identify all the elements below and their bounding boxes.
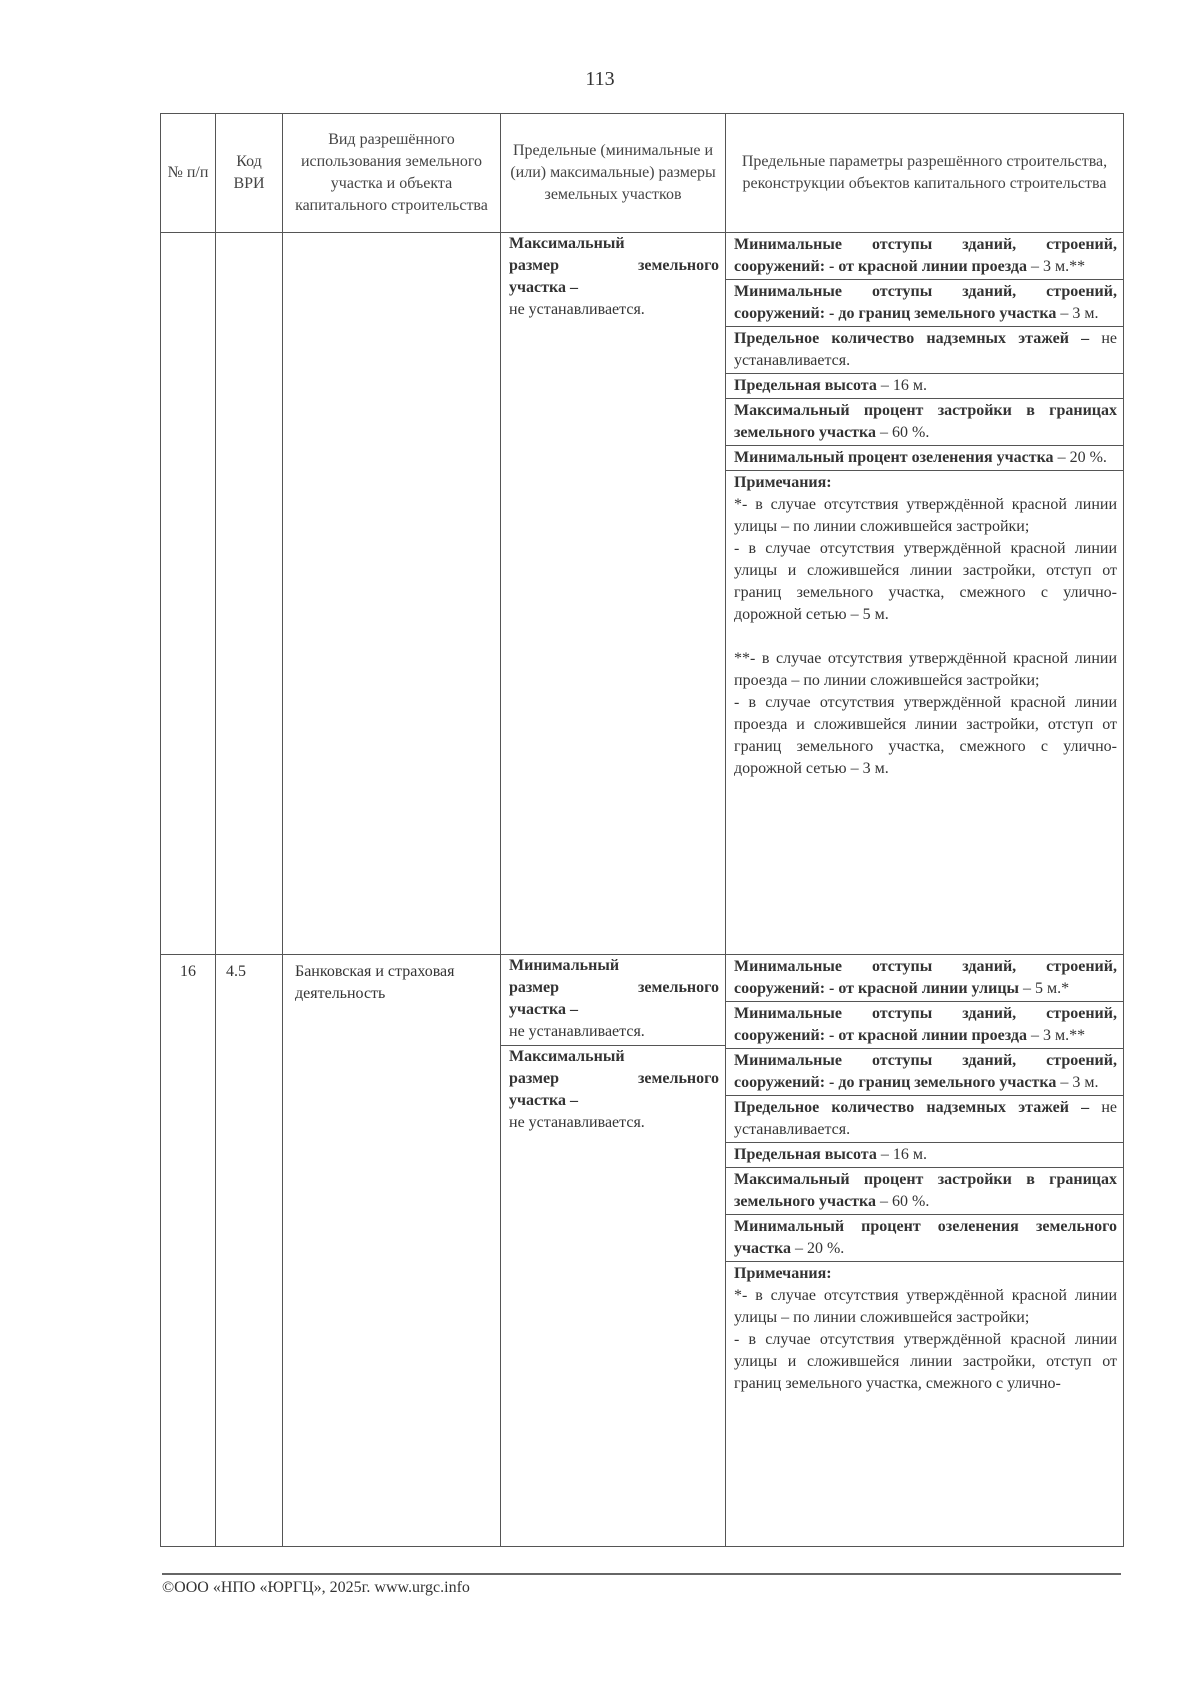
param-label: Минимальные отступы зданий, строений, сооружений: - от красной линии улицы [734,958,1117,997]
param-value: – 3 м.** [1027,258,1086,275]
land-use-table [160,113,1124,1547]
size-value: не устанавливается. [509,301,645,318]
header-name: Вид разрешённого использования земельного участка и объекта капитального строительства [283,114,501,233]
size-label-line: участка – [509,1001,578,1018]
min-size-block [501,955,725,1045]
param-item [726,1002,1123,1049]
note-text: **- в случае отсутствия утверждённой красной линии проезда – по линии сложившейся застройки; [734,650,1117,689]
cell-params [726,233,1124,955]
param-item [726,233,1123,280]
param-item [726,280,1123,327]
param-item [726,1143,1123,1168]
param-label: Предельная высота [734,377,877,394]
param-label: Минимальные отступы зданий, строений, сооружений: - до границ земельного участка [734,1052,1117,1091]
table-header-row [161,114,1124,233]
table-row [161,233,1124,955]
param-item [726,399,1123,446]
size-label-line: Максимальный [509,235,625,252]
param-label: Максимальный процент застройки в границах земельного участка [734,402,1117,441]
note-text: - в случае отсутствия утверждённой красной линии проезда и сложившейся линии застройки, отступ от границ земельного участка, смежного с улично-дорожной сетью – 3 м. [734,694,1117,777]
param-value: – 3 м. [1056,305,1099,322]
param-item [726,374,1123,399]
param-label: Предельная высота [734,1146,877,1163]
param-label: Минимальный процент озеленения земельного участка [734,1218,1117,1257]
size-label-line: участка – [509,1092,578,1109]
param-label: Максимальный процент застройки в границах земельного участка [734,1171,1117,1210]
size-label-line: Минимальный [509,957,620,974]
param-label: Минимальные отступы зданий, строений, сооружений: - до границ земельного участка [734,283,1117,322]
header-params: Предельные параметры разрешённого строительства, реконструкции объектов капитального строительства [726,114,1124,233]
param-value: – 60 %. [876,1193,930,1210]
param-value: – 60 %. [876,424,930,441]
param-label: Минимальные отступы зданий, строений, сооружений: - от красной линии проезда [734,236,1117,275]
param-item [726,1096,1123,1143]
param-item [726,955,1123,1002]
param-label: Предельное количество надземных этажей – [734,330,1090,347]
param-value: не устанавливается. [734,330,1117,369]
page-number: 113 [585,68,615,90]
max-size-block [501,1045,725,1136]
header-num: № п/п [161,114,216,233]
size-value: не устанавливается. [509,1023,645,1040]
cell-code: 4.5 [216,955,283,1547]
size-label-line: размер земельного [509,1070,719,1087]
param-item [726,1049,1123,1096]
note-text: - в случае отсутствия утверждённой красной линии улицы и сложившейся линии застройки, отступ от границ земельного участка, смежного с улично- [734,1331,1117,1392]
note-text: *- в случае отсутствия утверждённой красной линии улицы – по линии сложившейся застройки; [734,496,1117,535]
size-label-line: размер земельного [509,257,719,274]
cell-num [161,233,216,955]
size-label-line: размер земельного [509,979,719,996]
footer-divider [162,1573,1121,1575]
max-size-block [501,233,725,323]
cell-name: Банковская и страховая деятельность [283,955,501,1547]
header-code: Код ВРИ [216,114,283,233]
param-label: Предельное количество надземных этажей – [734,1099,1090,1116]
notes-block [726,471,1123,781]
cell-params [726,955,1124,1547]
note-text: *- в случае отсутствия утверждённой красной линии улицы – по линии сложившейся застройки; [734,1287,1117,1326]
header-sizes: Предельные (минимальные и (или) максимальные) размеры земельных участков [501,114,726,233]
cell-num: 16 [161,955,216,1547]
param-value: – 16 м. [876,1146,927,1163]
cell-name [283,233,501,955]
param-item [726,446,1123,471]
param-value: не устанавливается. [734,1099,1117,1138]
size-label-line: Максимальный [509,1048,625,1065]
footer-copyright: ©ООО «НПО «ЮРГЦ», 2025г. www.urgc.info [162,1579,470,1596]
cell-sizes [501,233,726,955]
param-value: – 20 %. [1053,449,1107,466]
param-value: – 3 м. [1056,1074,1099,1091]
param-item [726,1168,1123,1215]
notes-title: Примечания: [734,1265,832,1282]
notes-title: Примечания: [734,474,832,491]
param-label: Минимальные отступы зданий, строений, сооружений: - от красной линии проезда [734,1005,1117,1044]
size-value: не устанавливается. [509,1114,645,1131]
param-label: Минимальный процент озеленения участка [734,449,1054,466]
note-text: - в случае отсутствия утверждённой красной линии улицы и сложившейся линии застройки, отступ от границ земельного участка, смежного с улично-дорожной сетью – 5 м. [734,540,1117,623]
param-value: – 5 м.* [1019,980,1070,997]
param-value: – 3 м.** [1027,1027,1086,1044]
cell-sizes [501,955,726,1547]
param-value: – 20 %. [790,1240,845,1257]
size-label-line: участка – [509,279,578,296]
param-item [726,1215,1123,1262]
cell-code [216,233,283,955]
notes-block [726,1262,1123,1396]
table-row [161,955,1124,1547]
param-value: – 16 м. [876,377,927,394]
param-item [726,327,1123,374]
